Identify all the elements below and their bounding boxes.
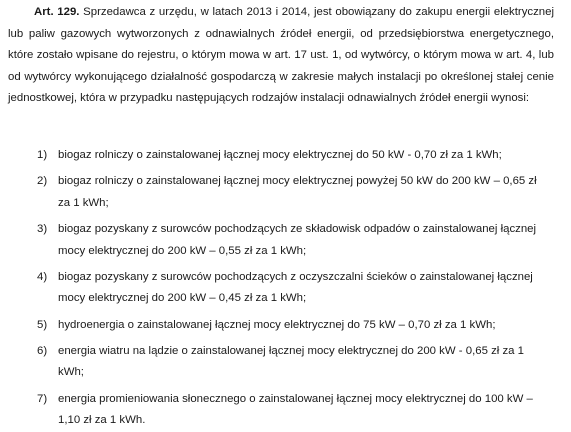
list-item-text: biogaz pozyskany z surowców pochodzących ze składowisk odpadów o zainstalowanej łącznej mocy elektrycznej do 200 kW – 0,55 zł za 1 kWh;	[58, 222, 537, 257]
article-intro-text: Sprzedawca z urzędu, w latach 2013 i 2014, jest obowiązany do zakupu energii elektrycznej lub paliw gazowych wytworzonych z odnawialnych źródeł energii, od przedsiębiorstwa energetycznego, które zostało wpisane do rejestru, o którym mowa w art. 17 ust. 1, od wytwórcy, o którym mowa w art. 4, lub od wytwórcy wykonującego działalność gospodarczą w zakresie małych instalacji po określonej stałej cenie jednostkowej, która w przypadku następujących rodzajów instalacji odnawialnych źródeł energii wynosi:	[8, 6, 554, 105]
list-item	[0, 341, 546, 384]
list-item-text: energia wiatru na lądzie o zainstalowanej łącznej mocy elektrycznej do 200 kW - 0,65 zł za 1 kWh;	[58, 344, 524, 379]
list-item-number: 4)	[37, 270, 48, 283]
list-item-number: 3)	[37, 222, 48, 235]
list-item-number: 2)	[37, 175, 48, 188]
article-label: Art. 129.	[34, 6, 80, 18]
list-item-text: biogaz rolniczy o zainstalowanej łącznej mocy elektrycznej do 50 kW - 0,70 zł za 1 kWh;	[58, 149, 502, 161]
list-item-text: energia promieniowania słonecznego o zainstalowanej łącznej mocy elektrycznej do 100 kW – 1,10 zł za 1 kWh.	[58, 392, 533, 427]
list-item-text: biogaz pozyskany z surowców pochodzących z oczyszczalni ścieków o zainstalowanej łącznej mocy elektrycznej do 200 kW – 0,45 zł za 1 kWh;	[58, 270, 533, 305]
list-item-text: biogaz rolniczy o zainstalowanej łącznej mocy elektrycznej powyżej 50 kW do 200 kW – 0,65 zł za 1 kWh;	[58, 175, 537, 209]
rates-list	[0, 145, 571, 432]
list-item-number: 5)	[37, 318, 48, 331]
list-item	[0, 315, 546, 337]
list-item	[0, 171, 546, 214]
list-item-number: 7)	[37, 392, 48, 405]
article-paragraph	[8, 2, 554, 110]
list-item-text: hydroenergia o zainstalowanej łącznej mocy elektrycznej do 75 kW – 0,70 zł za 1 kWh;	[58, 318, 496, 331]
list-item	[0, 389, 546, 432]
list-item	[0, 145, 546, 167]
list-item	[0, 219, 546, 262]
list-item-number: 1)	[37, 149, 48, 161]
list-item	[0, 267, 546, 310]
list-item-number: 6)	[37, 344, 48, 357]
